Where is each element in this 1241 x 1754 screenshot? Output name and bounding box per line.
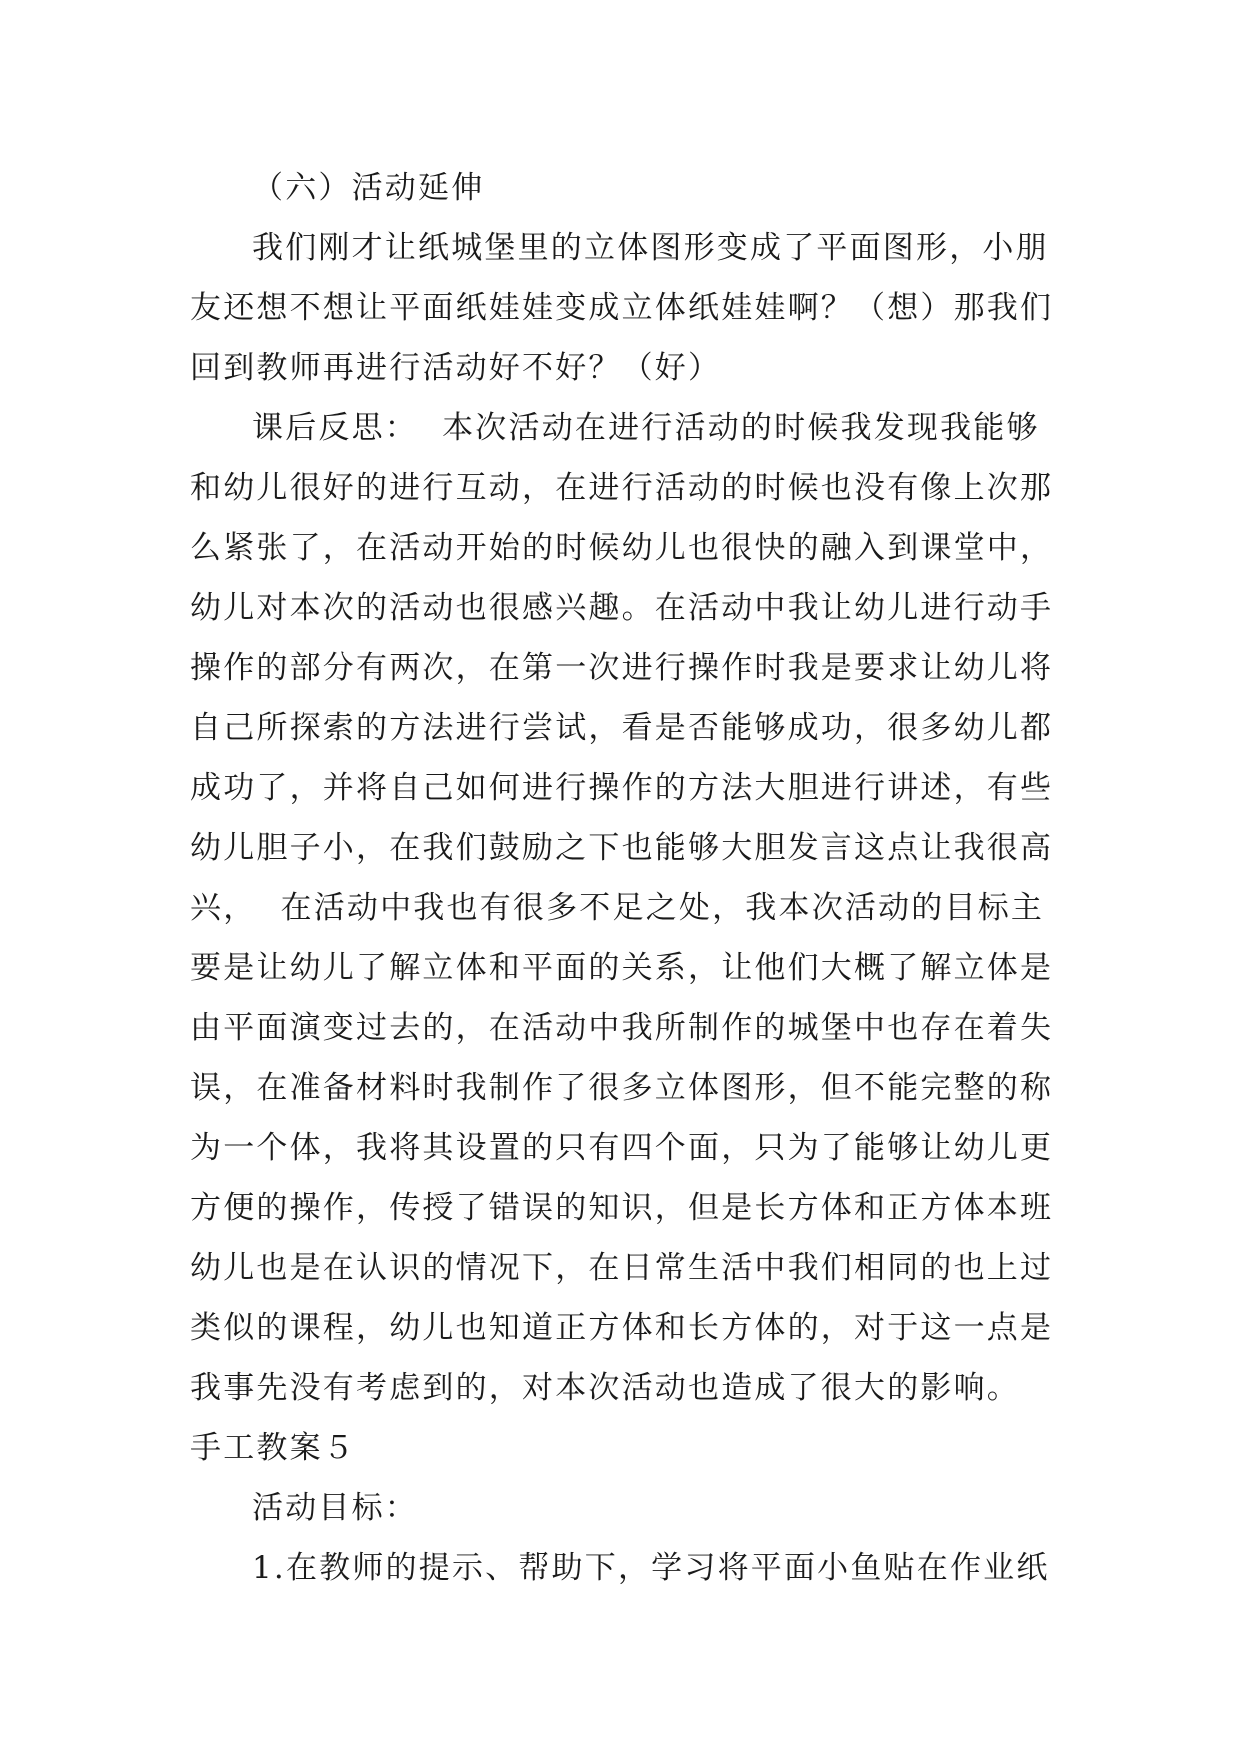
text-line: 我们刚才让纸城堡里的立体图形变成了平面图形，小朋 bbox=[252, 230, 1049, 266]
text-line: 要是让幼儿了解立体和平面的关系，让他们大概了解立体是 bbox=[190, 950, 1054, 986]
text-line: 我事先没有考虑到的，对本次活动也造成了很大的影响。 bbox=[190, 1370, 1020, 1406]
text-line: 方便的操作，传授了错误的知识，但是长方体和正方体本班 bbox=[190, 1190, 1054, 1226]
text-line: 和幼儿很好的进行互动，在进行活动的时候也没有像上次那 bbox=[190, 470, 1054, 506]
reflection-heading-line: 课后反思： 本次活动在进行活动的时候我发现我能够 bbox=[252, 410, 1040, 446]
text-line: 友还想不想让平面纸娃娃变成立体纸娃娃啊？（想）那我们 bbox=[190, 290, 1054, 326]
section-heading-extension: （六）活动延伸 bbox=[252, 170, 485, 206]
text-line: 由平面演变过去的，在活动中我所制作的城堡中也存在着失 bbox=[190, 1010, 1054, 1046]
text-line: 么紧张了，在活动开始的时候幼儿也很快的融入到课堂中， bbox=[190, 530, 1054, 566]
text-line: 类似的课程，幼儿也知道正方体和长方体的，对于这一点是 bbox=[190, 1310, 1054, 1346]
text-line: 误，在准备材料时我制作了很多立体图形，但不能完整的称 bbox=[190, 1070, 1054, 1106]
text-line: 回到教师再进行活动好不好？（好） bbox=[190, 350, 722, 386]
text-line: 成功了，并将自己如何进行操作的方法大胆进行讲述，有些 bbox=[190, 770, 1054, 806]
text-line: 自己所探索的方法进行尝试，看是否能够成功，很多幼儿都 bbox=[190, 710, 1054, 746]
text-line: 幼儿对本次的活动也很感兴趣。在活动中我让幼儿进行动手 bbox=[190, 590, 1054, 626]
goals-heading: 活动目标： bbox=[252, 1490, 418, 1526]
text-line: 为一个体，我将其设置的只有四个面，只为了能够让幼儿更 bbox=[190, 1130, 1054, 1166]
text-line: 操作的部分有两次，在第一次进行操作时我是要求让幼儿将 bbox=[190, 650, 1054, 686]
goal-item-1: 1.在教师的提示、帮助下，学习将平面小鱼贴在作业纸 bbox=[252, 1550, 1050, 1586]
text-line: 幼儿也是在认识的情况下，在日常生活中我们相同的也上过 bbox=[190, 1250, 1054, 1286]
lesson-title: 手工教案５ bbox=[190, 1430, 356, 1466]
text-line: 幼儿胆子小，在我们鼓励之下也能够大胆发言这点让我很高 bbox=[190, 830, 1054, 866]
text-line: 兴， 在活动中我也有很多不足之处，我本次活动的目标主 bbox=[190, 890, 1045, 926]
